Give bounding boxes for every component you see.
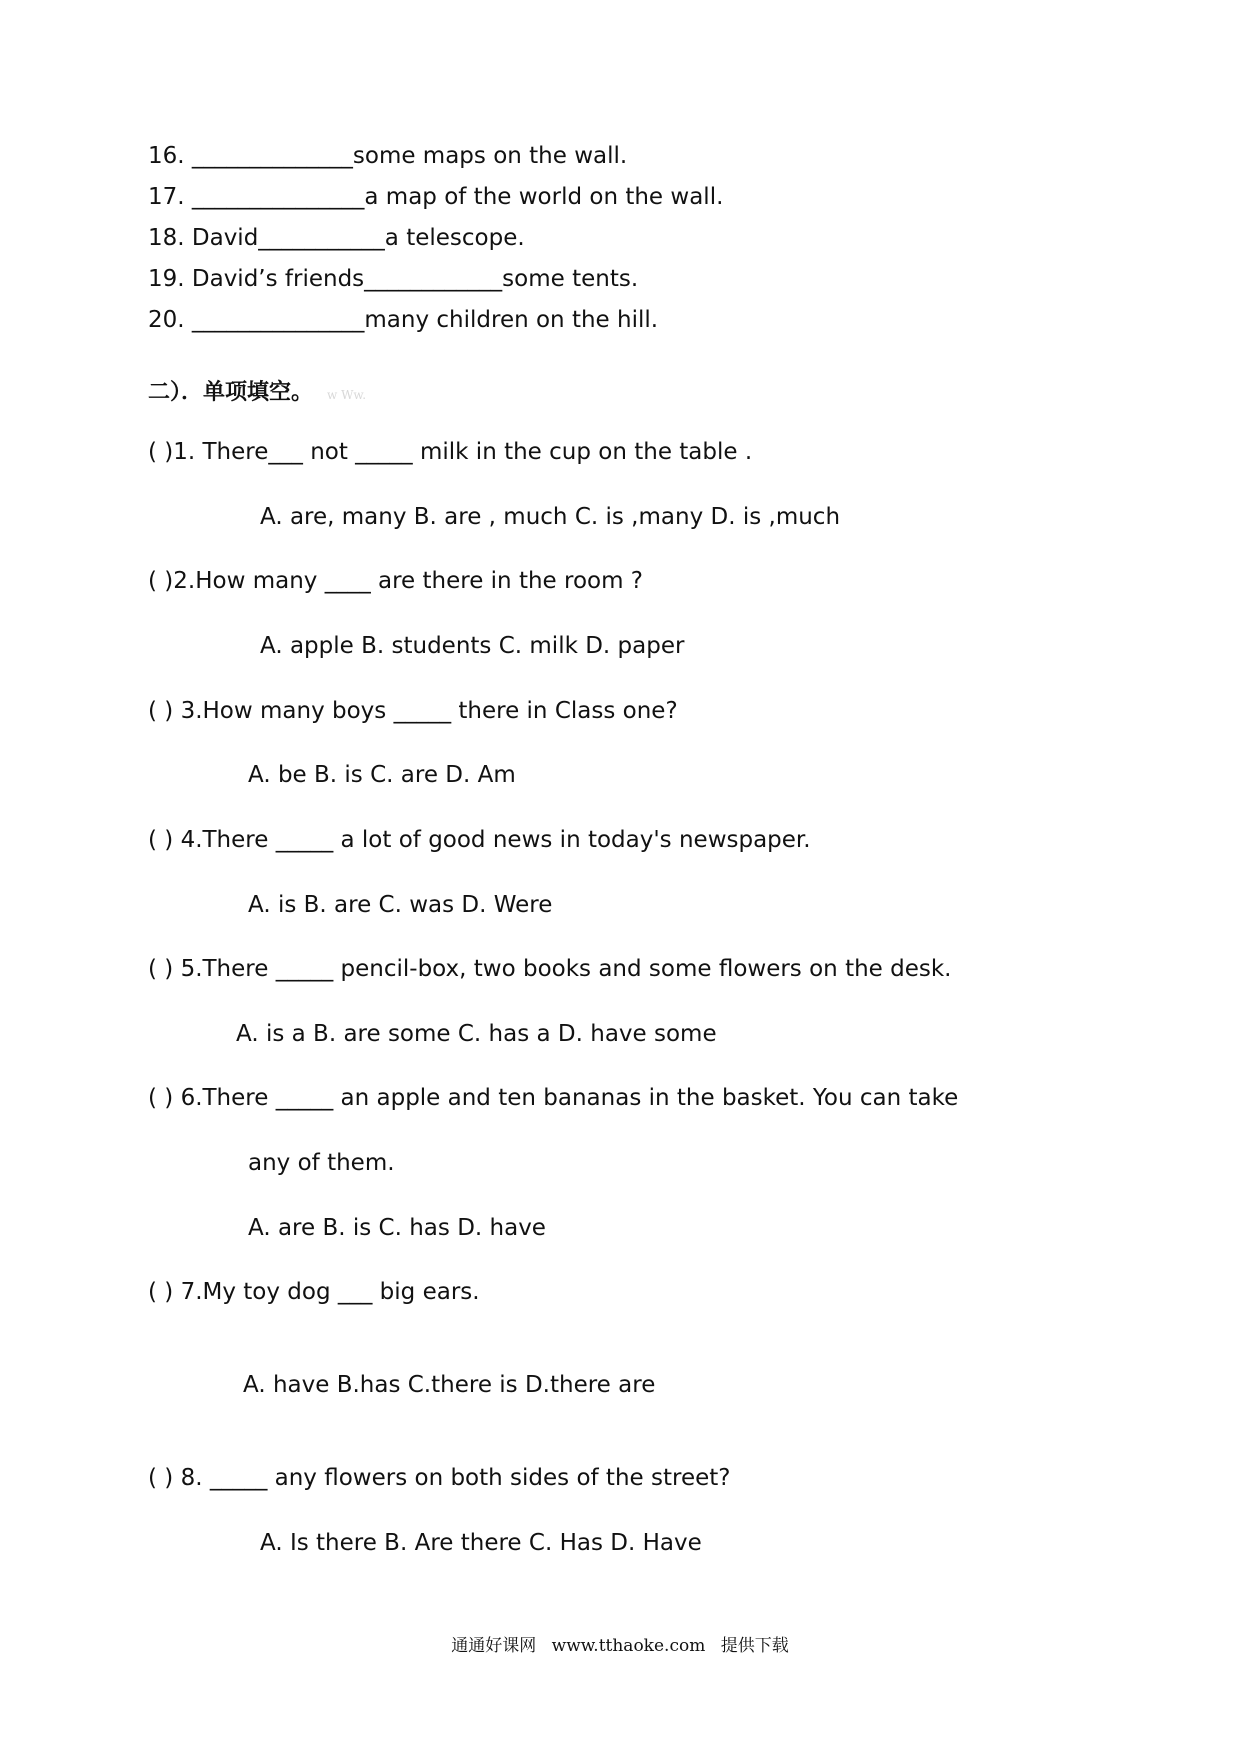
question-5-options: A. is a B. are some C. has a D. have some bbox=[236, 1021, 717, 1047]
footer-url[interactable]: www.tthaoke.com bbox=[551, 1636, 706, 1656]
question-6-continuation: any of them. bbox=[248, 1150, 395, 1176]
question-1-stem: ( )1. There___ not _____ milk in the cup on the table . bbox=[148, 439, 753, 465]
question-6-stem: ( ) 6.There _____ an apple and ten bananas in the basket. You can take bbox=[148, 1085, 959, 1111]
question-5-stem: ( ) 5.There _____ pencil-box, two books and some flowers on the desk. bbox=[148, 956, 952, 982]
question-8-stem: ( ) 8. _____ any flowers on both sides of the street? bbox=[148, 1465, 731, 1491]
fill-line-18: 18. David___________a telescope. bbox=[148, 225, 525, 251]
fill-line-20: 20. _______________many children on the hill. bbox=[148, 307, 659, 333]
section-title bbox=[148, 377, 366, 410]
page-footer bbox=[0, 1634, 1240, 1658]
question-4-stem: ( ) 4.There _____ a lot of good news in today's newspaper. bbox=[148, 827, 811, 853]
question-7-stem: ( ) 7.My toy dog ___ big ears. bbox=[148, 1279, 480, 1305]
footer-provider: 提供下载 bbox=[720, 1636, 789, 1656]
question-2-options: A. apple B. students C. milk D. paper bbox=[260, 633, 685, 659]
fill-line-19: 19. David’s friends____________some tents. bbox=[148, 266, 639, 292]
question-6-options: A. are B. is C. has D. have bbox=[248, 1215, 546, 1241]
footer-site-name: 通通好课网 bbox=[451, 1636, 537, 1656]
question-2-stem: ( )2.How many ____ are there in the room ? bbox=[148, 568, 644, 594]
question-8-options: A. Is there B. Are there C. Has D. Have bbox=[260, 1530, 702, 1556]
question-7-options: A. have B.has C.there is D.there are bbox=[243, 1372, 656, 1398]
section-title-text: 二）．单项填空。 bbox=[148, 379, 314, 405]
fill-line-16: 16. ______________some maps on the wall. bbox=[148, 143, 628, 169]
section-watermark: w Ww. bbox=[327, 388, 367, 402]
question-4-options: A. is B. are C. was D. Were bbox=[248, 892, 553, 918]
fill-line-17: 17. _______________a map of the world on the wall. bbox=[148, 184, 724, 210]
question-3-stem: ( ) 3.How many boys _____ there in Class one? bbox=[148, 698, 678, 724]
question-3-options: A. be B. is C. are D. Am bbox=[248, 762, 516, 788]
question-1-options: A. are, many B. are , much C. is ,many D. is ,much bbox=[260, 504, 841, 530]
